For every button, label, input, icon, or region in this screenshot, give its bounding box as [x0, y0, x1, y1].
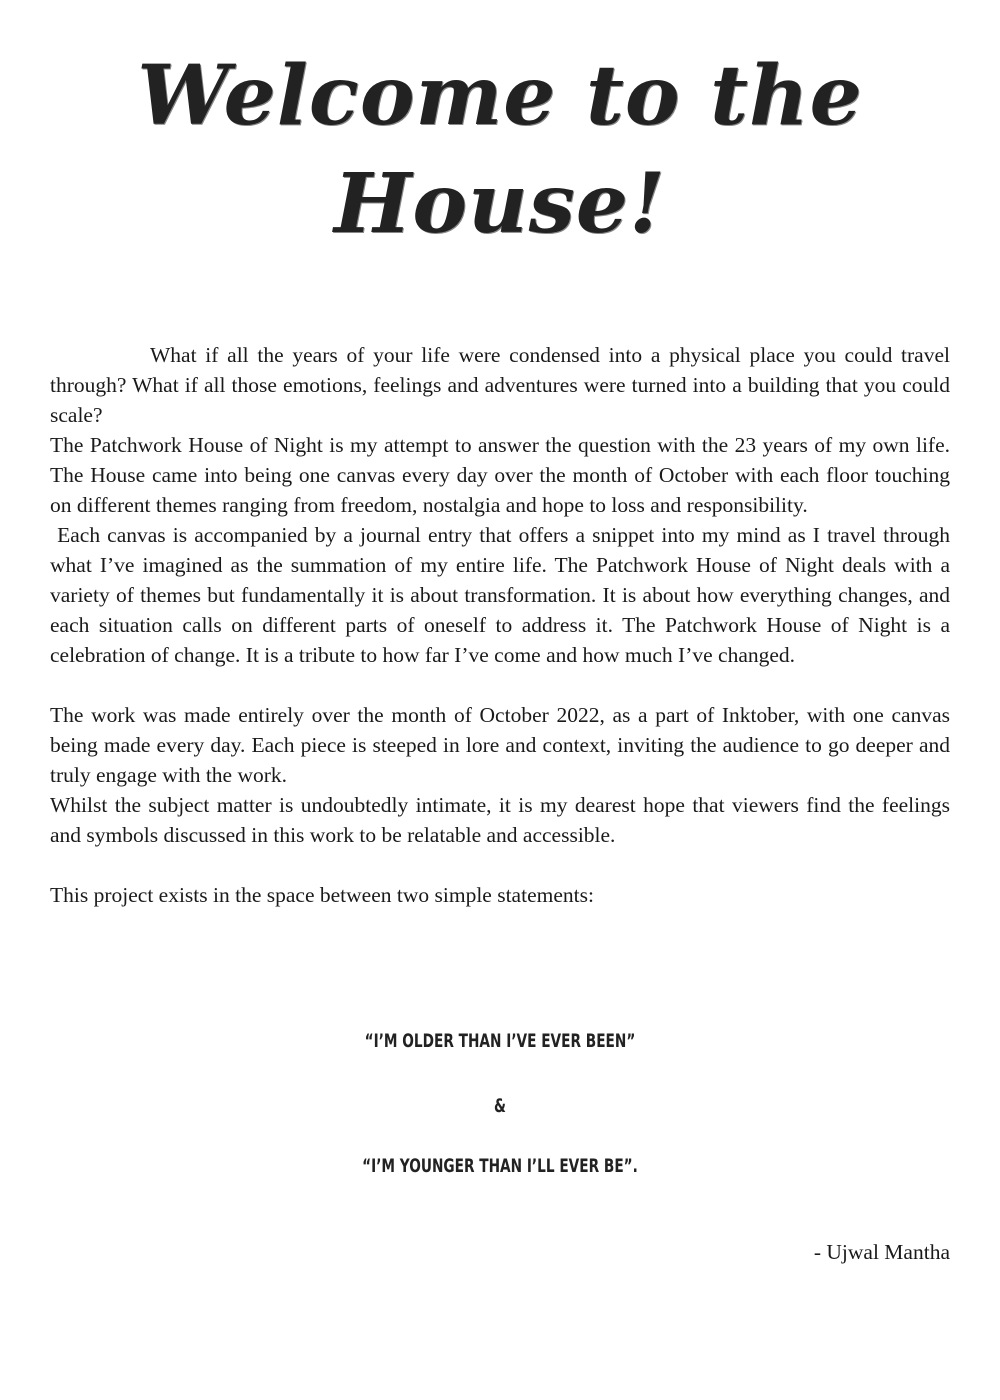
title-line-1: Welcome to the — [137, 48, 863, 144]
paragraph-2: The Patchwork House of Night is my attempt to answer the question with the 23 years of my own life. The House came into being one canvas every day over the month of October with each floor touching on different themes ranging from freedom, nostalgia and hope to loss and responsibility. — [50, 433, 950, 517]
paragraph-1: What if all the years of your life were condensed into a physical place you could travel through? What if all those emotions, feelings and adventures were turned into a building that you could scale? — [50, 343, 950, 427]
quote-ampersand: & — [494, 1095, 506, 1117]
quote-older: “I’M OLDER THAN I’VE EVER BEEN” — [364, 1030, 636, 1052]
quote-younger: “I’M YOUNGER THAN I’LL EVER BE”. — [362, 1155, 638, 1177]
author-signature: - Ujwal Mantha — [813, 1240, 950, 1264]
intro-body — [50, 340, 956, 910]
title-line-2: House! — [333, 156, 667, 252]
paragraph-6: This project exists in the space between two simple statements: — [50, 883, 594, 907]
paragraph-4: The work was made entirely over the month of October 2022, as a part of Inktober, with one canvas being made every day. Each piece is steeped in lore and context, inviting the audience to go deeper and truly engage with the work. — [50, 703, 950, 787]
paragraph-3: Each canvas is accompanied by a journal entry that offers a snippet into my mind as I travel through what I’ve imagined as the summation of my entire life. The Patchwork House of Night deals with a variety of themes but fundamentally it is about transformation. It is about how everything changes, and each situation calls on different parts of oneself to address it. The Patchwork House of Night is a celebration of change. It is a tribute to how far I’ve come and how much I’ve changed. — [50, 523, 956, 667]
paragraph-5: Whilst the subject matter is undoubtedly intimate, it is my dearest hope that viewers find the feelings and symbols discussed in this work to be relatable and accessible. — [50, 793, 950, 847]
page-title — [0, 42, 1000, 258]
